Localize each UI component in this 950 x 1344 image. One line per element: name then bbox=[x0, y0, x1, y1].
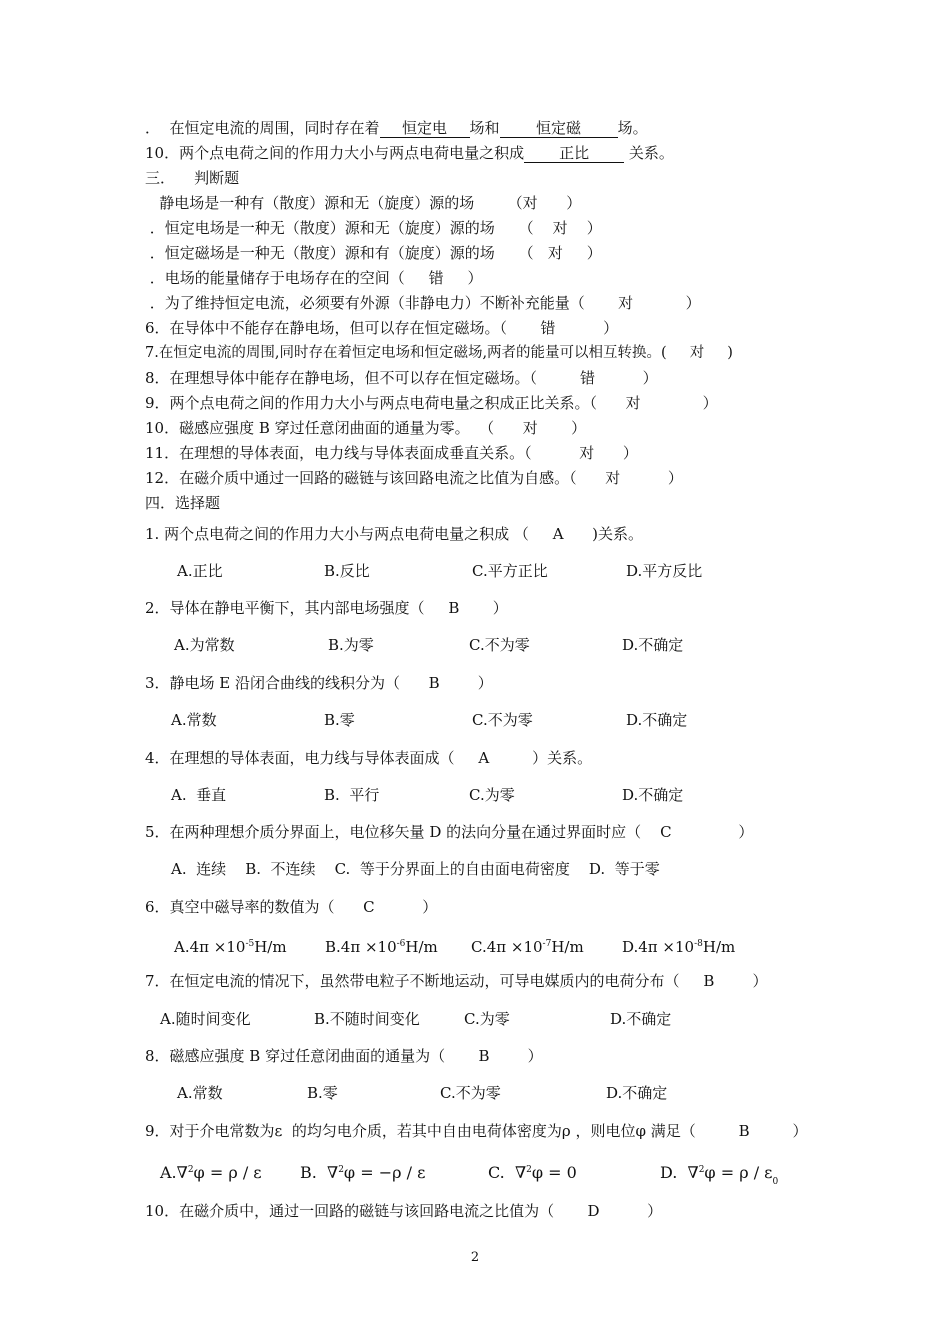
nabla-symbol: ∇ bbox=[327, 1163, 339, 1182]
choice-options bbox=[0, 785, 950, 805]
fill-text: 场和 bbox=[469, 119, 500, 137]
exponent: 2 bbox=[698, 1165, 705, 1175]
option-d: D.不确定 bbox=[622, 636, 684, 654]
exponent: -7 bbox=[542, 939, 552, 949]
exponent: -6 bbox=[396, 939, 406, 949]
choice-options bbox=[0, 635, 950, 655]
option-label: A. bbox=[160, 1163, 177, 1182]
choice-question: 5．在两种理想介质分界面上，电位移矢量 D 的法向分量在通过界面时应（ C ） bbox=[145, 823, 754, 841]
option-b: B.反比 bbox=[324, 562, 370, 580]
option-c: C.平方正比 bbox=[472, 562, 548, 580]
fill-blank-answer: 正比 bbox=[524, 144, 624, 163]
section-heading-judge: 三． 判断题 bbox=[145, 169, 240, 187]
judge-item: ．恒定电场是一种无（散度）源和无（旋度）源的场 （ 对 ） bbox=[145, 219, 602, 237]
option-b bbox=[325, 934, 438, 957]
exponent: -5 bbox=[245, 939, 255, 949]
choice-options bbox=[0, 561, 950, 581]
option-b: B.零 bbox=[324, 711, 355, 729]
fill-question-10 bbox=[145, 143, 674, 163]
option-a bbox=[174, 934, 287, 957]
option-text: B.4π ×10 bbox=[325, 938, 397, 956]
choice-options-inline: A. 连续 B. 不连续 C. 等于分界面上的自由面电荷密度 D. 等于零 bbox=[171, 860, 660, 878]
judge-item: ．电场的能量储存于电场存在的空间（ 错 ） bbox=[145, 269, 483, 287]
judge-item: ．为了维持恒定电流，必须要有外源（非静电力）不断补充能量（ 对 ） bbox=[145, 294, 701, 312]
option-label: D. bbox=[660, 1163, 688, 1182]
judge-item: ．恒定磁场是一种无（散度）源和有（旋度）源的场 （ 对 ） bbox=[145, 244, 602, 262]
judge-item: 10．磁感应强度 B 穿过任意闭曲面的通量为零。 （ 对 ） bbox=[145, 419, 587, 437]
option-c bbox=[488, 1160, 577, 1192]
choice-options bbox=[0, 1083, 950, 1103]
fill-text: 10．两个点电荷之间的作用力大小与两点电荷电量之积成 bbox=[145, 144, 525, 162]
choice-question: 10．在磁介质中，通过一回路的磁链与该回路电流之比值为（ D ） bbox=[145, 1202, 663, 1220]
option-d bbox=[660, 1160, 778, 1192]
nabla-symbol: ∇ bbox=[176, 1163, 188, 1182]
choice-question: 8．磁感应强度 B 穿过任意闭曲面的通量为（ B ） bbox=[145, 1047, 543, 1065]
equation: φ = −ρ / ε bbox=[343, 1163, 426, 1182]
option-c: C.为零 bbox=[469, 786, 515, 804]
exponent: 2 bbox=[187, 1165, 194, 1175]
option-d: D.不确定 bbox=[622, 786, 684, 804]
option-label: C. bbox=[488, 1163, 515, 1182]
option-label: B. bbox=[300, 1163, 328, 1182]
choice-question: 1. 两个点电荷之间的作用力大小与两点电荷电量之积成 （ A )关系。 bbox=[145, 525, 643, 543]
fill-text: 关系。 bbox=[624, 144, 674, 162]
judge-item: 11．在理想的导体表面，电力线与导体表面成垂直关系。（ 对 ） bbox=[145, 444, 638, 462]
option-c: C.为零 bbox=[464, 1010, 510, 1028]
option-c bbox=[471, 934, 584, 957]
choice-options-equations bbox=[0, 1160, 950, 1187]
unit: H/m bbox=[551, 938, 584, 956]
option-b bbox=[300, 1160, 425, 1192]
option-a: A.常数 bbox=[171, 711, 217, 729]
option-b: B.不随时间变化 bbox=[314, 1010, 420, 1028]
choice-question: 6．真空中磁导率的数值为（ C ） bbox=[145, 898, 438, 916]
unit: H/m bbox=[405, 938, 438, 956]
fill-text: 场。 bbox=[617, 119, 648, 137]
nabla-symbol: ∇ bbox=[687, 1163, 699, 1182]
choice-question: 7．在恒定电流的情况下，虽然带电粒子不断地运动，可导电媒质内的电荷分布（ B ） bbox=[145, 972, 768, 990]
option-d: D.不确定 bbox=[610, 1010, 672, 1028]
equation: φ = 0 bbox=[531, 1163, 577, 1182]
option-a bbox=[160, 1160, 262, 1192]
section-heading-choice: 四．选择题 bbox=[145, 494, 221, 512]
option-text: A.4π ×10 bbox=[174, 938, 246, 956]
unit: H/m bbox=[702, 938, 736, 956]
option-c: C.不为零 bbox=[472, 711, 533, 729]
subscript: 0 bbox=[772, 1177, 779, 1187]
judge-item: 8．在理想导体中能存在静电场，但不可以存在恒定磁场。（ 错 ） bbox=[145, 369, 658, 387]
choice-options bbox=[0, 1009, 950, 1029]
equation: φ = ρ / ε bbox=[704, 1163, 773, 1182]
option-b: B. 平行 bbox=[324, 786, 380, 804]
choice-options bbox=[0, 710, 950, 730]
judge-item: 9．两个点电荷之间的作用力大小与两点电荷电量之积成正比关系。（ 对 ） bbox=[145, 394, 718, 412]
option-a: A.随时间变化 bbox=[160, 1010, 251, 1028]
judge-item: 12．在磁介质中通过一回路的磁链与该回路电流之比值为自感。（ 对 ） bbox=[145, 469, 683, 487]
fill-blank-answer: 恒定磁 bbox=[500, 119, 618, 138]
choice-question: 9．对于介电常数为ε 的均匀电介质，若其中自由电荷体密度为ρ ，则电位φ 满足（ B ） bbox=[145, 1122, 808, 1140]
choice-question: 2．导体在静电平衡下，其内部电场强度（ B ） bbox=[145, 599, 508, 617]
exponent: 2 bbox=[526, 1165, 532, 1175]
fill-text: ． 在恒定电流的周围，同时存在着 bbox=[145, 119, 380, 137]
equation: φ = ρ / ε bbox=[193, 1163, 262, 1182]
option-c: C.不为零 bbox=[440, 1084, 501, 1102]
page-number: 2 bbox=[470, 1250, 480, 1265]
nabla-symbol: ∇ bbox=[514, 1163, 527, 1182]
exponent: -8 bbox=[694, 939, 703, 949]
option-a: A. 垂直 bbox=[171, 786, 227, 804]
option-b: B.为零 bbox=[328, 636, 374, 654]
exponent: 2 bbox=[338, 1165, 344, 1175]
option-a: A.正比 bbox=[177, 562, 223, 580]
option-d bbox=[622, 934, 735, 957]
option-d: D.平方反比 bbox=[626, 562, 703, 580]
option-a: A.为常数 bbox=[174, 636, 235, 654]
judge-item: 静电场是一种有（散度）源和无（旋度）源的场 （对 ） bbox=[145, 194, 582, 212]
option-a: A.常数 bbox=[177, 1084, 223, 1102]
choice-question: 3．静电场 E 沿闭合曲线的线积分为（ B ） bbox=[145, 674, 493, 692]
option-text: C.4π ×10 bbox=[471, 938, 543, 956]
option-d: D.不确定 bbox=[626, 711, 688, 729]
choice-question: 4．在理想的导体表面，电力线与导体表面成（ A ）关系。 bbox=[145, 749, 593, 767]
choice-options bbox=[0, 934, 950, 954]
fill-blank-answer: 恒定电 bbox=[380, 119, 470, 138]
judge-item: 6．在导体中不能存在静电场，但可以存在恒定磁场。（ 错 ） bbox=[145, 319, 619, 337]
option-b: B.零 bbox=[307, 1084, 338, 1102]
fill-question-9 bbox=[145, 118, 648, 138]
unit: H/m bbox=[254, 938, 287, 956]
judge-item: 7.在恒定电流的周围,同时存在着恒定电场和恒定磁场,两者的能量可以相互转换。( 对 ) bbox=[145, 345, 733, 361]
option-d: D.不确定 bbox=[606, 1084, 668, 1102]
option-c: C.不为零 bbox=[469, 636, 530, 654]
option-text: D.4π ×10 bbox=[622, 938, 695, 956]
